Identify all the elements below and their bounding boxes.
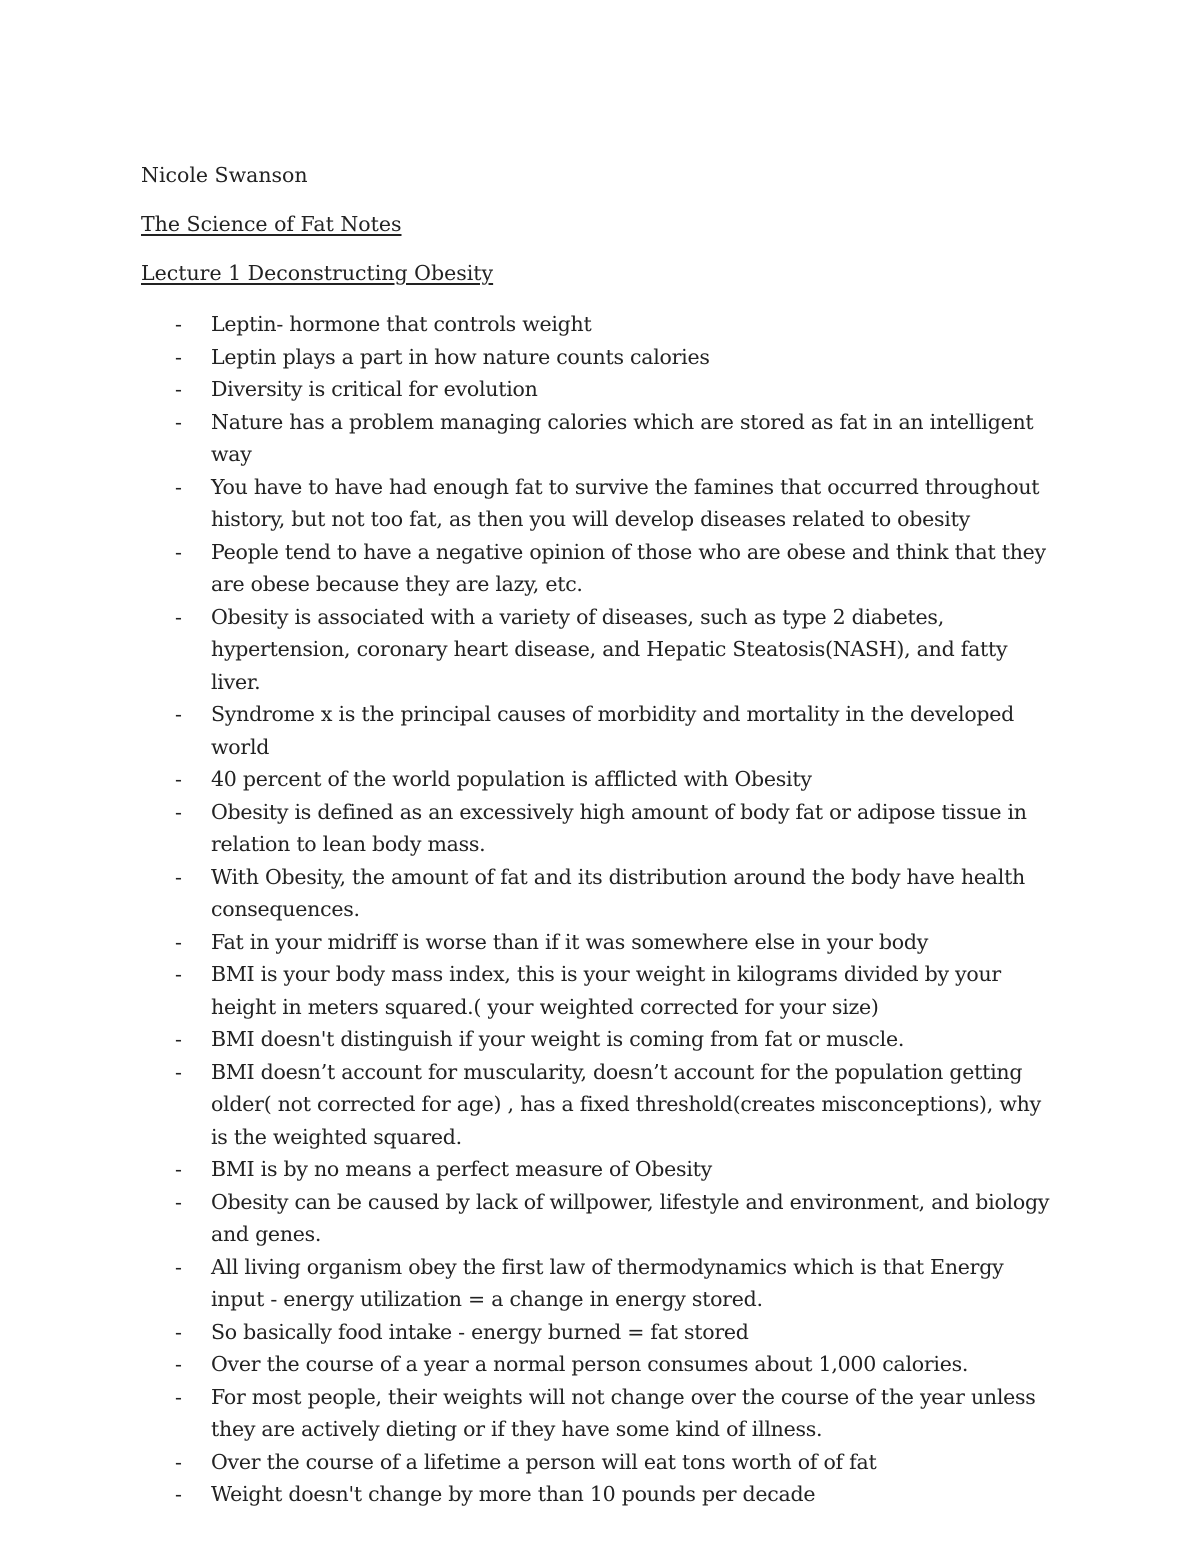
bullet-dash: - — [175, 702, 182, 726]
bullet-dash: - — [175, 604, 182, 629]
bullet-dash: - — [175, 767, 182, 791]
list-item-text: Obesity is associated with a variety of diseases, such as type 2 diabetes, hypertension, coronary heart disease, and Hepatic Steatosis(NASH), and fatty liver. — [211, 604, 1008, 694]
list-item-text: For most people, their weights will not change over the course of the year unless they are actively dieting or if they have some kind of illness. — [211, 1384, 1036, 1441]
list-item — [141, 341, 1061, 374]
list-item-text: BMI is your body mass index, this is your weight in kilograms divided by your height in meters squared.( your weighted corrected for your size) — [211, 962, 1001, 1019]
list-item-text: Leptin- hormone that controls weight — [211, 312, 592, 336]
list-item — [141, 796, 1061, 861]
document-body — [141, 160, 1061, 1511]
list-item — [141, 1348, 1061, 1381]
list-item — [141, 1056, 1061, 1154]
bullet-dash: - — [175, 312, 182, 336]
list-item-text: BMI doesn't distinguish if your weight is coming from fat or muscle. — [211, 1027, 905, 1051]
list-item — [141, 958, 1061, 1023]
list-item — [141, 406, 1061, 471]
list-item — [141, 1446, 1061, 1479]
bullet-dash: - — [175, 1157, 182, 1181]
notes-list — [141, 308, 1061, 1511]
bullet-dash: - — [175, 929, 182, 954]
list-item — [141, 1153, 1061, 1186]
list-item — [141, 698, 1061, 763]
bullet-dash: - — [175, 1482, 182, 1506]
list-item-text: People tend to have a negative opinion of those who are obese and think that they are obese because they are lazy, etc. — [211, 539, 1046, 596]
document-title: The Science of Fat Notes — [141, 212, 402, 236]
list-item — [141, 763, 1061, 796]
list-item — [141, 861, 1061, 926]
bullet-dash: - — [175, 409, 182, 434]
list-item-text: So basically food intake - energy burned = fat stored — [211, 1319, 749, 1344]
bullet-dash: - — [175, 474, 182, 499]
bullet-dash: - — [175, 1449, 182, 1474]
bullet-dash: - — [175, 1352, 182, 1376]
list-item — [141, 1023, 1061, 1056]
list-item — [141, 601, 1061, 699]
bullet-dash: - — [175, 1059, 182, 1084]
bullet-dash: - — [175, 1319, 182, 1344]
list-item — [141, 1478, 1061, 1511]
list-item-text: 40 percent of the world population is afflicted with Obesity — [211, 767, 812, 791]
list-item-text: BMI doesn’t account for muscularity, doesn’t account for the population getting older( not corrected for age) , has a fixed threshold(creates misconceptions), why is the weighted squared. — [211, 1059, 1041, 1149]
list-item-text: All living organism obey the first law of thermodynamics which is that Energy input - energy utilization = a change in energy stored. — [211, 1254, 1004, 1311]
list-item — [141, 926, 1061, 959]
list-item-text: Leptin plays a part in how nature counts calories — [211, 344, 710, 369]
list-item — [141, 308, 1061, 341]
list-item-text: You have to have had enough fat to survive the famines that occurred throughout history, but not too fat, as then you will develop diseases related to obesity — [211, 474, 1040, 531]
list-item-text: Fat in your midriff is worse than if it was somewhere else in your body — [211, 929, 929, 954]
bullet-dash: - — [175, 539, 182, 564]
list-item-text: Obesity can be caused by lack of willpower, lifestyle and environment, and biology and genes. — [211, 1189, 1050, 1246]
bullet-dash: - — [175, 1254, 182, 1279]
list-item — [141, 1381, 1061, 1446]
list-item — [141, 373, 1061, 406]
list-item-text: Nature has a problem managing calories which are stored as fat in an intelligent way — [211, 409, 1034, 466]
list-item-text: Over the course of a year a normal person consumes about 1,000 calories. — [211, 1352, 969, 1376]
list-item — [141, 536, 1061, 601]
bullet-dash: - — [175, 1189, 182, 1214]
bullet-dash: - — [175, 962, 182, 986]
author-name: Nicole Swanson — [141, 163, 308, 187]
bullet-dash: - — [175, 799, 182, 824]
bullet-dash: - — [175, 864, 182, 889]
list-item-text: Over the course of a lifetime a person will eat tons worth of of fat — [211, 1449, 877, 1474]
list-item — [141, 1186, 1061, 1251]
list-item — [141, 471, 1061, 536]
list-item-text: Syndrome x is the principal causes of morbidity and mortality in the developed world — [211, 702, 1015, 759]
list-item-text: With Obesity, the amount of fat and its distribution around the body have health consequences. — [211, 864, 1026, 921]
list-item-text: Diversity is critical for evolution — [211, 377, 538, 401]
bullet-dash: - — [175, 1384, 182, 1409]
bullet-dash: - — [175, 344, 182, 369]
section-heading: Lecture 1 Deconstructing Obesity — [141, 261, 494, 285]
list-item-text: Weight doesn't change by more than 10 pounds per decade — [211, 1482, 816, 1506]
list-item-text: Obesity is defined as an excessively high amount of body fat or adipose tissue in relation to lean body mass. — [211, 799, 1027, 856]
bullet-dash: - — [175, 1027, 182, 1051]
list-item-text: BMI is by no means a perfect measure of Obesity — [211, 1157, 712, 1181]
bullet-dash: - — [175, 377, 182, 401]
list-item — [141, 1316, 1061, 1349]
list-item — [141, 1251, 1061, 1316]
